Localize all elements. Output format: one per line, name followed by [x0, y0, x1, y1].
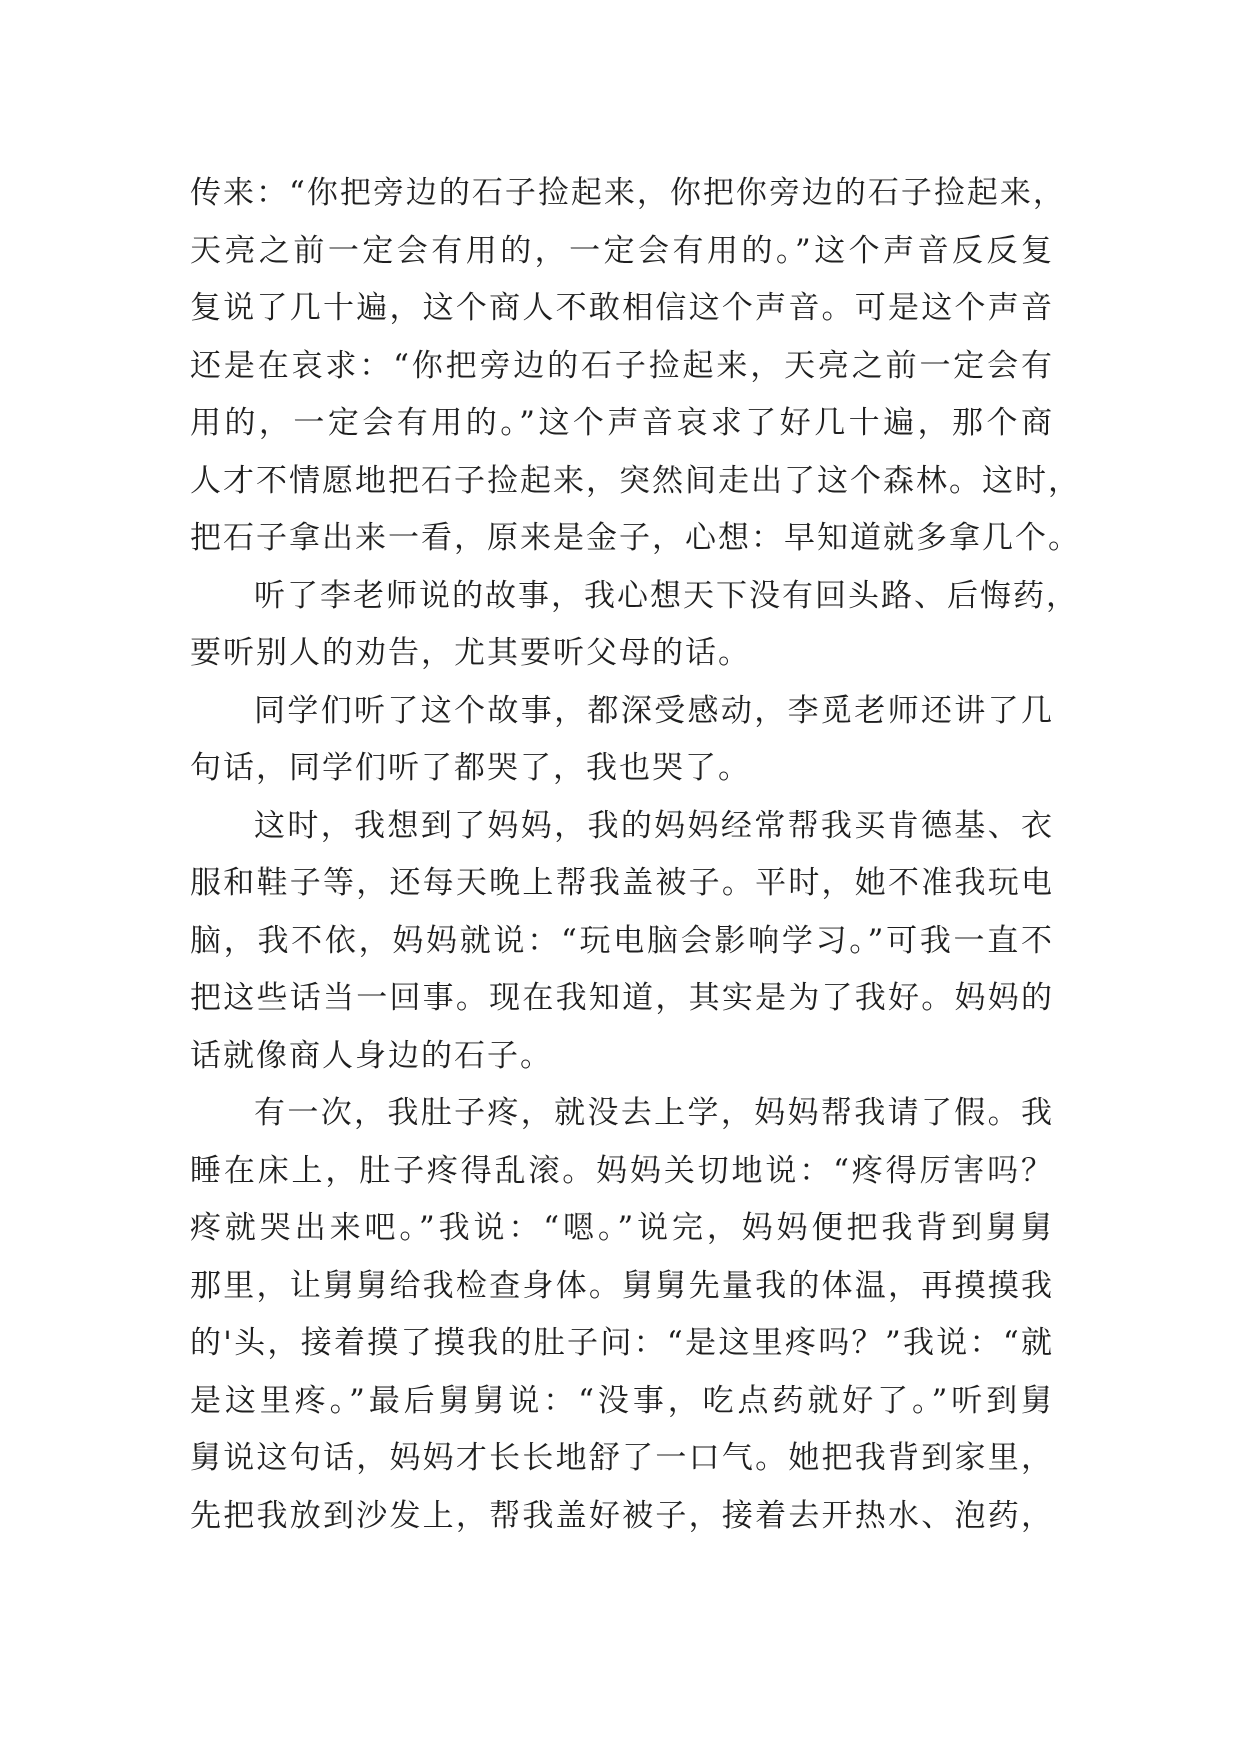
text-line: 人才不情愿地把石子捡起来，突然间走出了这个森林。这时， [190, 462, 1081, 499]
text-line: 那里，让舅舅给我检查身体。舅舅先量我的体温，再摸摸我 [190, 1267, 1054, 1304]
text-line: 有一次，我肚子疼，就没去上学，妈妈帮我请了假。我 [254, 1095, 1054, 1131]
text-line: 这时，我想到了妈妈，我的妈妈经常帮我买肯德基、衣 [254, 807, 1054, 844]
text-line: 同学们听了这个故事，都深受感动，李觅老师还讲了几 [254, 692, 1054, 729]
text-line: 传来：“你把旁边的石子捡起来，你把你旁边的石子捡起来， [190, 175, 1066, 211]
text-line: 是这里疼。”最后舅舅说：“没事，吃点药就好了。”听到舅 [190, 1382, 1054, 1419]
text-line: 要听别人的劝告，尤其要听父母的话。 [190, 635, 751, 671]
text-line: 服和鞋子等，还每天晚上帮我盖被子。平时，她不准我玩电 [190, 865, 1054, 901]
text-line: 疼就哭出来吧。”我说：“嗯。”说完，妈妈便把我背到舅舅 [190, 1210, 1054, 1246]
text-line: 话就像商人身边的石子。 [190, 1037, 553, 1074]
text-line: 睡在床上，肚子疼得乱滚。妈妈关切地说：“疼得厉害吗？ [190, 1152, 1054, 1189]
text-line: 用的，一定会有用的。”这个声音哀求了好几十遍，那个商 [190, 405, 1054, 441]
text-line: 把石子拿出来一看，原来是金子，心想：早知道就多拿几个。 [190, 520, 1081, 556]
text-line: 听了李老师说的故事，我心想天下没有回头路、后悔药， [254, 577, 1079, 614]
text-line: 的'头，接着摸了摸我的肚子问：“是这里疼吗？”我说：“就 [190, 1325, 1054, 1361]
text-line: 脑，我不依，妈妈就说：“玩电脑会影响学习。”可我一直不 [190, 922, 1054, 959]
text-line: 舅说这句话，妈妈才长长地舒了一口气。她把我背到家里， [190, 1440, 1054, 1476]
text-line: 还是在哀求：“你把旁边的石子捡起来，天亮之前一定会有 [190, 347, 1054, 384]
text-line: 先把我放到沙发上，帮我盖好被子，接着去开热水、泡药， [190, 1497, 1054, 1534]
text-line: 复说了几十遍，这个商人不敢相信这个声音。可是这个声音 [190, 290, 1054, 326]
document-text-body [190, 165, 1081, 1545]
text-line: 把这些话当一回事。现在我知道，其实是为了我好。妈妈的 [190, 980, 1054, 1016]
text-line: 天亮之前一定会有用的，一定会有用的。”这个声音反反复 [190, 232, 1054, 269]
text-line: 句话，同学们听了都哭了，我也哭了。 [190, 750, 751, 786]
